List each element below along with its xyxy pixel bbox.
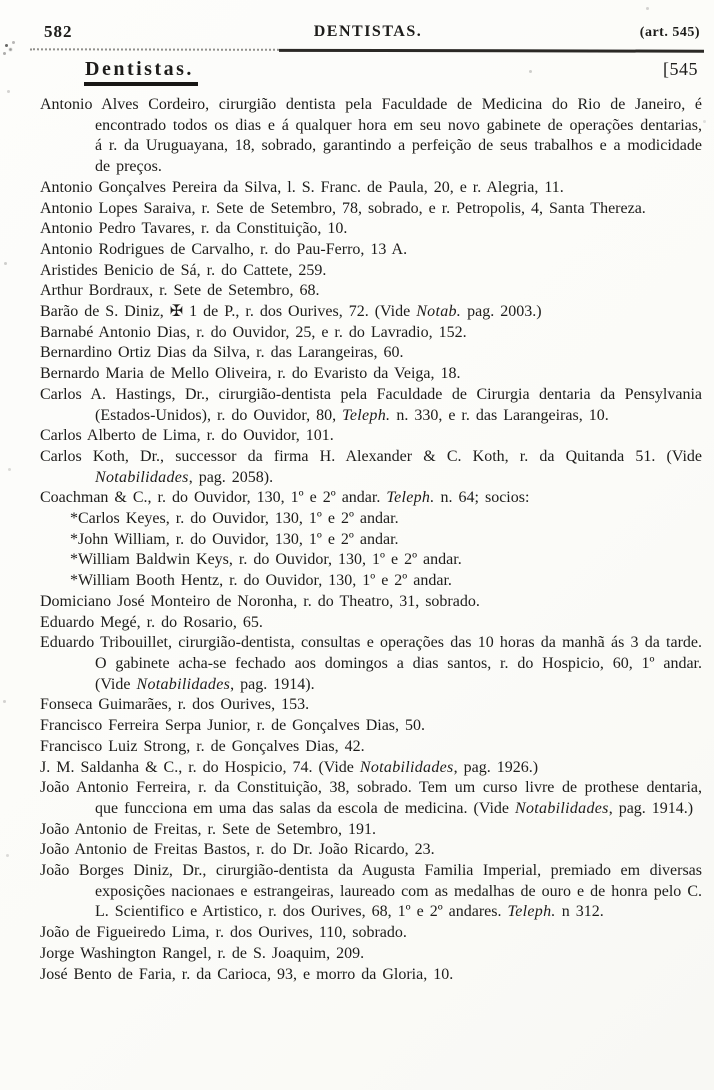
entry-italic-text: Notabilidades: [95, 468, 189, 486]
entry-text: *William Baldwin Keys, r. do Ouvidor, 130, 1º e 2º andar.: [70, 551, 462, 569]
entry-italic-text: Notabilidades: [359, 758, 454, 776]
directory-entry: [40, 737, 702, 758]
directory-entry: [40, 488, 702, 509]
entry-text: pag. 2003.): [461, 303, 542, 321]
directory-entry: [40, 281, 702, 302]
entry-text: João Borges Diniz, Dr., cirurgião-dentista da Augusta Familia Imperial, premiado em diversas exposições nacionaes e estrangeiras, laureado com as medalhas de ouro e de honra pelo C. L. Scientifico e Artistico, r. dos Ourives, 68, 1º e 2º andares.: [40, 862, 702, 921]
section-bracket-ref: [545: [663, 59, 698, 79]
entry-text: n 312.: [555, 903, 604, 921]
directory-entry: [40, 219, 702, 240]
entry-text: Eduardo Megé, r. do Rosario, 65.: [40, 613, 263, 631]
directory-entry: [40, 323, 702, 344]
directory-entry: [40, 178, 702, 199]
directory-entry: [40, 613, 702, 634]
directory-entry: [40, 261, 702, 282]
directory-entry: [40, 447, 702, 488]
directory-entry: [40, 820, 702, 841]
directory-subentry: [40, 550, 702, 571]
scan-artifact: [0, 0, 3, 3]
directory-entry: [40, 758, 702, 779]
directory-entry: [40, 385, 702, 426]
directory-entry: [40, 199, 702, 220]
entry-text: , pag. 2058).: [188, 468, 274, 486]
directory-entry: [40, 923, 702, 944]
directory-entry: [40, 695, 702, 716]
entry-text: , pag. 1914.): [608, 799, 694, 817]
section-heading: [40, 58, 698, 86]
entries-list: [40, 95, 702, 985]
running-header-title: DENTISTAS.: [313, 23, 423, 40]
page-number: 582: [44, 22, 73, 41]
directory-entry: [40, 965, 702, 986]
entry-text: *William Booth Hentz, r. do Ouvidor, 130, 1º e 2º andar.: [70, 572, 452, 590]
entry-text: João Antonio Ferreira, r. da Constituição, 38, sobrado. Tem um curso livre de prothese dentaria, que funcciona em uma das salas da escola de medicina. (Vide: [40, 779, 702, 817]
directory-entry: [40, 364, 702, 385]
entry-italic-text: Notabilidades: [515, 799, 609, 817]
entry-text: Antonio Lopes Saraiva, r. Sete de Setembro, 78, sobrado, e r. Petropolis, 4, Santa Thereza.: [40, 199, 646, 217]
entry-text: Domiciano José Monteiro de Noronha, r. do Theatro, 31, sobrado.: [40, 592, 480, 610]
entry-text: João Antonio de Freitas, r. Sete de Setembro, 191.: [40, 820, 376, 838]
entry-text: Antonio Rodrigues de Carvalho, r. do Pau-Ferro, 13 A.: [40, 240, 408, 258]
header-rule: [30, 43, 704, 52]
directory-entry: [40, 633, 702, 695]
entry-italic-text: Teleph.: [342, 406, 391, 424]
entry-text: João Antonio de Freitas Bastos, r. do Dr. João Ricardo, 23.: [40, 841, 435, 859]
entry-text: Bernardino Ortiz Dias da Silva, r. das Larangeiras, 60.: [40, 344, 404, 362]
directory-entry: [40, 861, 702, 923]
directory-entry: [40, 302, 702, 323]
entry-italic-text: Teleph.: [386, 489, 435, 507]
entry-text: Carlos Alberto de Lima, r. do Ouvidor, 101.: [40, 427, 334, 445]
header-rule-dotted-segment: [30, 48, 279, 51]
entry-text: Carlos A. Hastings, Dr., cirurgião-dentista pela Faculdade de Cirurgia dentaria da Pensylvania (Estados-Unidos), r. do Ouvidor, 80,: [40, 385, 702, 424]
header-rule-solid-segment: [279, 49, 704, 53]
directory-entry: [40, 944, 702, 965]
entry-italic-text: Notab.: [416, 303, 462, 321]
entry-text: Eduardo Tribouillet, cirurgião-dentista, consultas e operações das 10 horas da manhã ás 3 da tarde. O gabinete acha-se fechado aos domingos a dias santos, r. do Hospicio, 60, 1º andar. (Vide: [40, 634, 702, 693]
entry-text: Jorge Washington Rangel, r. de S. Joaquim, 209.: [40, 944, 365, 962]
directory-entry: [40, 343, 702, 364]
directory-subentry: [40, 571, 702, 592]
entry-text: Coachman & C., r. do Ouvidor, 130, 1º e 2º andar.: [40, 489, 387, 507]
entry-text: Bernardo Maria de Mello Oliveira, r. do Evaristo da Veiga, 18.: [40, 365, 461, 383]
entry-text: Antonio Gonçalves Pereira da Silva, l. S. Franc. de Paula, 20, e r. Alegria, 11.: [40, 178, 564, 196]
entry-text: *John William, r. do Ouvidor, 130, 1º e 2º andar.: [70, 530, 399, 548]
directory-entry: [40, 95, 702, 178]
entry-text: Barnabé Antonio Dias, r. do Ouvidor, 25, e r. do Lavradio, 152.: [40, 323, 467, 341]
entry-text: *Carlos Keyes, r. do Ouvidor, 130, 1º e 2º andar.: [70, 510, 399, 528]
entry-text: Antonio Pedro Tavares, r. da Constituição, 10.: [40, 220, 348, 238]
entry-text: n. 64; socios:: [434, 489, 530, 507]
entry-text: n. 330, e r. das Larangeiras, 10.: [390, 406, 609, 424]
directory-subentry: [40, 530, 702, 551]
directory-subentry: [40, 509, 702, 530]
directory-entry: [40, 716, 702, 737]
entry-text: Francisco Luiz Strong, r. de Gonçalves Dias, 42.: [40, 737, 365, 755]
entry-text: Aristides Benicio de Sá, r. do Cattete, 259.: [40, 261, 327, 279]
entry-text: J. M. Saldanha & C., r. do Hospicio, 74. (Vide: [40, 758, 360, 776]
section-title: Dentistas.: [84, 58, 198, 86]
entry-text: João de Figueiredo Lima, r. dos Ourives, 110, sobrado.: [40, 924, 407, 942]
entry-text: , pag. 1926.): [453, 758, 539, 776]
directory-entry: [40, 778, 702, 819]
directory-entry: [40, 840, 702, 861]
entry-text: Fonseca Guimarães, r. dos Ourives, 153.: [40, 696, 310, 714]
article-reference: (art. 545): [639, 25, 700, 40]
entry-text: José Bento de Faria, r. da Carioca, 93, e morro da Gloria, 10.: [40, 965, 454, 983]
entry-text: Francisco Ferreira Serpa Junior, r. de Gonçalves Dias, 50.: [40, 717, 426, 735]
entry-italic-text: Notabilidades: [136, 675, 231, 693]
running-header: [36, 22, 700, 44]
directory-entry: [40, 592, 702, 613]
entry-italic-text: Teleph.: [507, 903, 556, 921]
entry-text: Antonio Alves Cordeiro, cirurgião dentista pela Faculdade de Medicina do Rio de Janeiro, é encontrado todos os dias e á qualquer hora em seu novo gabinete de operações dentarias, á r. da Uruguayana, 18, sobrado, garantindo a perfeição de seus trabalhos e a modicidade de preços.: [40, 96, 702, 176]
directory-entry: [40, 426, 702, 447]
entry-text: Barão de S. Diniz, ✠ 1 de P., r. dos Ourives, 72. (Vide: [40, 303, 417, 321]
entry-text: Arthur Bordraux, r. Sete de Setembro, 68.: [40, 282, 320, 300]
directory-entry: [40, 240, 702, 261]
entry-text: , pag. 1914).: [230, 675, 315, 693]
entry-text: Carlos Koth, Dr., successor da firma H. Alexander & C. Koth, r. da Quitanda 51. (Vide: [40, 447, 702, 465]
